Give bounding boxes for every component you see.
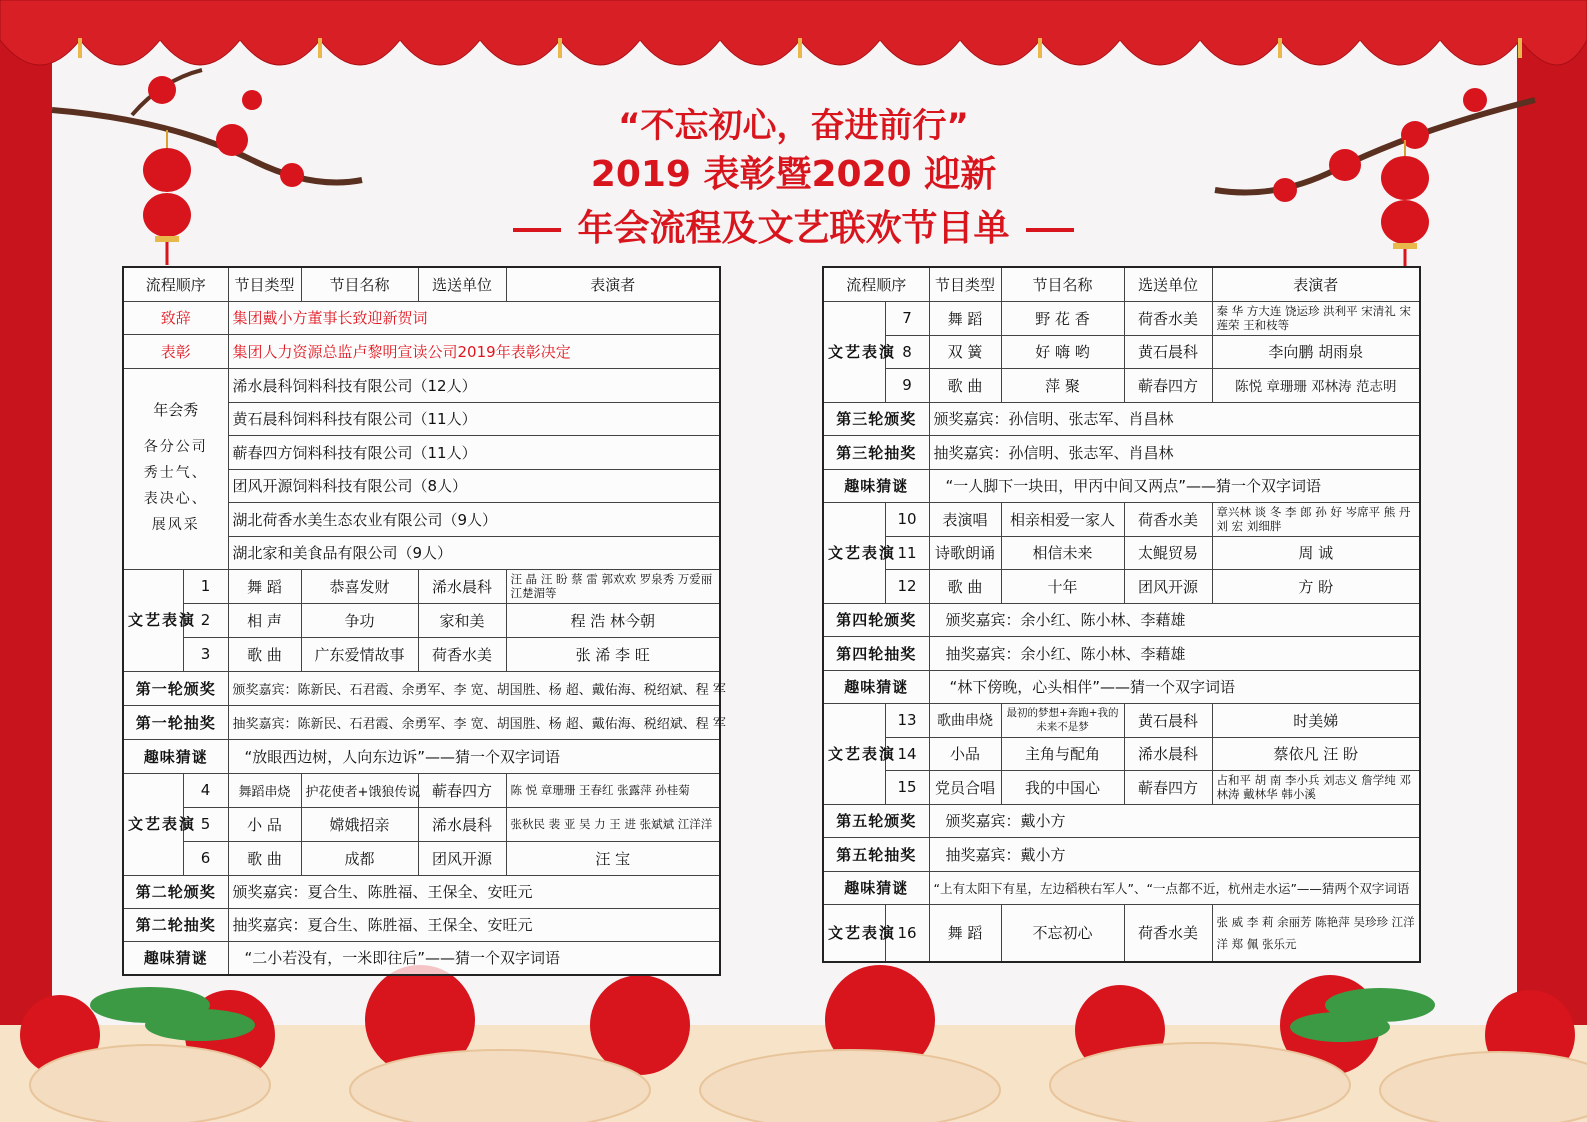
title-program-list-text: 年会流程及文艺联欢节目单 [577, 208, 1010, 249]
round-text: 颁奖嘉宾：戴小方 [929, 804, 1420, 837]
program-performer: 程 浩 林今朝 [506, 603, 720, 637]
nianhui-subtitle: 各分公司秀士气、表决心、展风采 [143, 439, 208, 533]
program-performer: 章兴林 谈 冬 李 郎 孙 好 岑席平 熊 丹 刘 宏 刘细胖 [1212, 502, 1420, 536]
company-item: 湖北荷香水美生态农业有限公司（9人） [228, 502, 720, 536]
program-performer: 张 浠 李 旺 [506, 637, 720, 671]
company-item: 黄石晨科饲料科技有限公司（11人） [228, 402, 720, 435]
row-text-biaozhang: 集团人力资源总监卢黎明宣读公司2019年表彰决定 [228, 334, 720, 368]
program-name: 野 花 香 [1001, 301, 1124, 335]
program-no: 4 [183, 773, 228, 807]
program-type: 舞 蹈 [929, 904, 1001, 962]
program-type: 党员合唱 [929, 770, 1001, 804]
program-performer: 占和平 胡 南 李小兵 刘志义 詹学纯 邓林涛 戴林华 韩小溪 [1212, 770, 1420, 804]
program-name: 广东爱情故事 [301, 637, 418, 671]
program-name: 最初的梦想+奔跑+我的未来不是梦 [1001, 703, 1124, 737]
header-type: 节目类型 [228, 267, 301, 301]
program-name: 好 嗨 哟 [1001, 335, 1124, 368]
program-performer: 张秋民 裴 亚 吴 力 王 进 张斌斌 江洋洋 [506, 807, 720, 841]
program-table-left [122, 266, 726, 976]
program-name: 争功 [301, 603, 418, 637]
clouds-waves-pine-decoration [0, 965, 1587, 1122]
program-performer: 陈悦 章珊珊 邓林涛 范志明 [1212, 368, 1420, 402]
riddle-text: “上有太阳下有星，左边稻秧右军人”、“一点都不近，杭州走水运”——猜两个双字词语 [929, 871, 1420, 904]
program-performer: 周 诚 [1212, 536, 1420, 569]
header-name: 节目名称 [301, 267, 418, 301]
row-label-biaozhang: 表彰 [123, 334, 228, 368]
program-no: 16 [885, 904, 929, 962]
program-unit: 蕲春四方 [1124, 770, 1212, 804]
program-no: 2 [183, 603, 228, 637]
program-unit: 家和美 [418, 603, 506, 637]
riddle-label: 趣味猜谜 [123, 739, 228, 773]
program-type: 歌 曲 [228, 637, 301, 671]
round-label: 第二轮颁奖 [123, 875, 228, 908]
program-performer: 秦 华 方大连 饶运珍 洪利平 宋清礼 宋莲荣 王和枝等 [1212, 301, 1420, 335]
program-no: 5 [183, 807, 228, 841]
program-unit: 浠水晨科 [1124, 737, 1212, 770]
riddle-label: 趣味猜谜 [823, 670, 929, 703]
program-performer: 张 威 李 莉 余丽芳 陈艳萍 吴珍珍 江洋洋 郑 佩 张乐元 [1212, 904, 1420, 962]
program-type: 歌 曲 [929, 368, 1001, 402]
program-no: 3 [183, 637, 228, 671]
row-label-nianhui [123, 368, 228, 569]
program-type: 舞 蹈 [929, 301, 1001, 335]
title-program-list [0, 200, 1587, 251]
program-no: 10 [885, 502, 929, 536]
title-slogan: “不忘初心，奋进前行” [618, 106, 969, 146]
program-unit: 团风开源 [418, 841, 506, 875]
round-label: 第一轮颁奖 [123, 671, 228, 705]
group-label-performance: 文艺表演 [823, 502, 885, 603]
program-type: 舞蹈串烧 [228, 773, 301, 807]
round-label: 第一轮抽奖 [123, 705, 228, 739]
riddle-text: “一人脚下一块田，甲丙中间又两点”——猜一个双字词语 [929, 469, 1420, 502]
round-text: 抽奖嘉宾：余小红、陈小林、李藉雄 [929, 636, 1420, 670]
program-no: 15 [885, 770, 929, 804]
program-table-right [822, 266, 1421, 963]
group-label-performance: 文艺表演 [823, 301, 885, 402]
program-type: 诗歌朗诵 [929, 536, 1001, 569]
header-type: 节目类型 [929, 267, 1001, 301]
round-text: 颁奖嘉宾：孙信明、张志军、肖昌林 [929, 402, 1420, 435]
program-name: 主角与配角 [1001, 737, 1124, 770]
program-name: 相亲相爱一家人 [1001, 502, 1124, 536]
header-performer: 表演者 [506, 267, 720, 301]
program-name: 相信未来 [1001, 536, 1124, 569]
program-name: 萍 聚 [1001, 368, 1124, 402]
program-unit: 黄石晨科 [1124, 703, 1212, 737]
program-performer: 方 盼 [1212, 569, 1420, 603]
program-performer: 陈 悦 章珊珊 王春红 张露萍 孙桂菊 [506, 773, 720, 807]
title-event: 2019 表彰暨2020 迎新 [590, 154, 997, 195]
program-no: 6 [183, 841, 228, 875]
program-no: 8 [885, 335, 929, 368]
program-name: 成都 [301, 841, 418, 875]
company-item: 团风开源饲料科技有限公司（8人） [228, 469, 720, 502]
program-type: 歌 曲 [929, 569, 1001, 603]
riddle-text: “二小若没有，一米即往后”——猜一个双字词语 [228, 941, 720, 975]
program-performer: 汪 宝 [506, 841, 720, 875]
header-unit: 选送单位 [1124, 267, 1212, 301]
riddle-label: 趣味猜谜 [823, 469, 929, 502]
group-label-performance: 文艺表演 [123, 569, 183, 671]
round-label: 第四轮抽奖 [823, 636, 929, 670]
program-name: 恭喜发财 [301, 569, 418, 603]
program-name: 护花使者+饿狼传说 [301, 773, 418, 807]
round-text: 抽奖嘉宾：孙信明、张志军、肖昌林 [929, 435, 1420, 469]
program-unit: 荷香水美 [1124, 301, 1212, 335]
company-item: 湖北家和美食品有限公司（9人） [228, 536, 720, 569]
header-order: 流程顺序 [823, 267, 929, 301]
company-item: 蕲春四方饲料科技有限公司（11人） [228, 435, 720, 469]
program-unit: 蕲春四方 [418, 773, 506, 807]
program-unit: 荷香水美 [418, 637, 506, 671]
group-label-performance: 文艺表演 [123, 773, 183, 875]
header-order: 流程顺序 [123, 267, 228, 301]
riddle-label: 趣味猜谜 [823, 871, 929, 904]
program-no: 9 [885, 368, 929, 402]
program-performer: 蔡依凡 汪 盼 [1212, 737, 1420, 770]
round-text: 抽奖嘉宾：陈新民、石君霞、余勇军、李 宽、胡国胜、杨 超、戴佑海、税绍斌、程 军 [228, 705, 720, 739]
title-dash-right [1026, 228, 1074, 232]
round-label: 第三轮颁奖 [823, 402, 929, 435]
header-unit: 选送单位 [418, 267, 506, 301]
group-label-performance: 文艺表演 [823, 703, 885, 804]
program-unit: 太鲲贸易 [1124, 536, 1212, 569]
program-performer: 李向鹏 胡雨泉 [1212, 335, 1420, 368]
nianhui-title: 年会秀 [153, 401, 199, 419]
group-label-performance: 文艺表演 [823, 904, 885, 962]
program-name: 十年 [1001, 569, 1124, 603]
program-unit: 浠水晨科 [418, 807, 506, 841]
round-text: 颁奖嘉宾：余小红、陈小林、李藉雄 [929, 603, 1420, 636]
program-name: 嫦娥招亲 [301, 807, 418, 841]
program-performer: 汪 晶 汪 盼 蔡 雷 郭欢欢 罗泉秀 万爱丽 江楚湄等 [506, 569, 720, 603]
program-unit: 荷香水美 [1124, 502, 1212, 536]
program-no: 11 [885, 536, 929, 569]
riddle-text: “放眼西边树，人向东边诉”——猜一个双字词语 [228, 739, 720, 773]
row-text-zhici: 集团戴小方董事长致迎新贺词 [228, 301, 720, 334]
round-label: 第三轮抽奖 [823, 435, 929, 469]
round-text: 颁奖嘉宾：陈新民、石君霞、余勇军、李 宽、胡国胜、杨 超、戴佑海、税绍斌、程 军 [228, 671, 720, 705]
program-no: 12 [885, 569, 929, 603]
program-no: 13 [885, 703, 929, 737]
program-unit: 团风开源 [1124, 569, 1212, 603]
program-unit: 浠水晨科 [418, 569, 506, 603]
round-text: 抽奖嘉宾：戴小方 [929, 837, 1420, 871]
program-name: 不忘初心 [1001, 904, 1124, 962]
program-performer: 时美娣 [1212, 703, 1420, 737]
program-name: 我的中国心 [1001, 770, 1124, 804]
company-item: 浠水晨科饲料科技有限公司（12人） [228, 368, 720, 402]
program-no: 14 [885, 737, 929, 770]
row-label-zhici: 致辞 [123, 301, 228, 334]
round-label: 第五轮颁奖 [823, 804, 929, 837]
round-label: 第四轮颁奖 [823, 603, 929, 636]
program-type: 小 品 [228, 807, 301, 841]
header-performer: 表演者 [1212, 267, 1420, 301]
title-dash-left [513, 228, 561, 232]
program-no: 1 [183, 569, 228, 603]
program-type: 双 簧 [929, 335, 1001, 368]
program-type: 舞 蹈 [228, 569, 301, 603]
round-text: 抽奖嘉宾：夏合生、陈胜福、王保全、安旺元 [228, 908, 720, 941]
round-text: 颁奖嘉宾：夏合生、陈胜福、王保全、安旺元 [228, 875, 720, 908]
round-label: 第五轮抽奖 [823, 837, 929, 871]
program-unit: 荷香水美 [1124, 904, 1212, 962]
program-type: 小品 [929, 737, 1001, 770]
program-type: 相 声 [228, 603, 301, 637]
header-name: 节目名称 [1001, 267, 1124, 301]
program-unit: 黄石晨科 [1124, 335, 1212, 368]
riddle-text: “林下傍晚，心头相伴”——猜一个双字词语 [929, 670, 1420, 703]
program-unit: 蕲春四方 [1124, 368, 1212, 402]
round-label: 第二轮抽奖 [123, 908, 228, 941]
program-no: 7 [885, 301, 929, 335]
riddle-label: 趣味猜谜 [123, 941, 228, 975]
program-type: 歌 曲 [228, 841, 301, 875]
program-type: 表演唱 [929, 502, 1001, 536]
program-type: 歌曲串烧 [929, 703, 1001, 737]
